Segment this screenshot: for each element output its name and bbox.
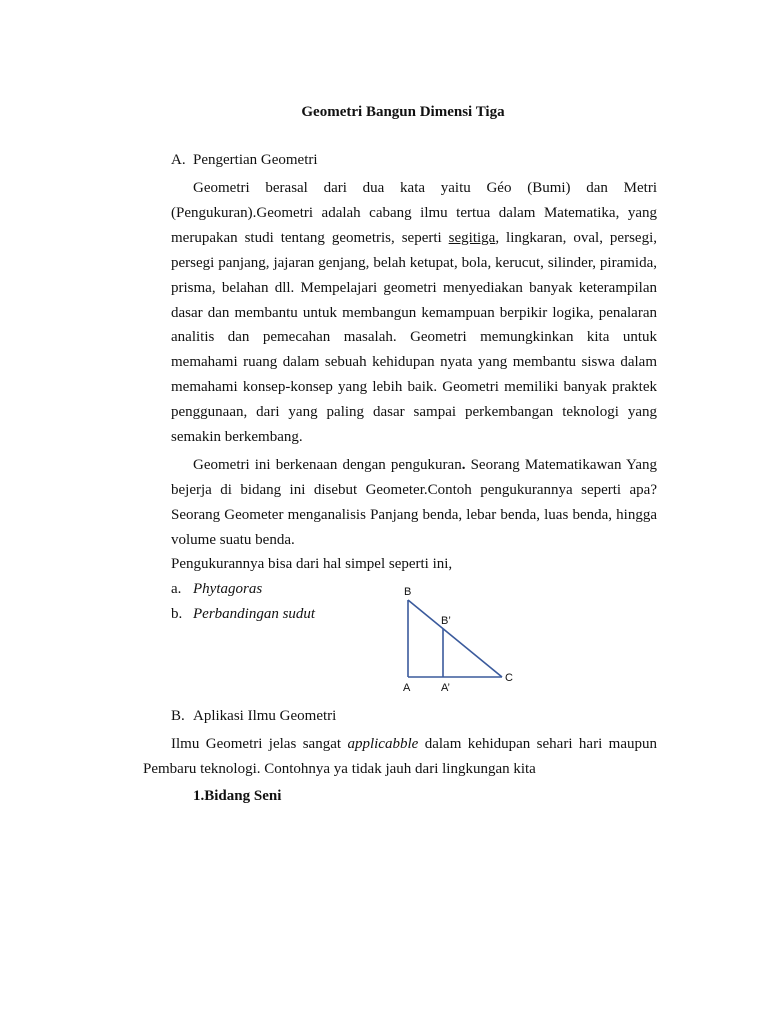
label-a-prime: A’ bbox=[441, 682, 450, 694]
list-item bbox=[171, 606, 315, 623]
section-b-text-start: Ilmu Geometri jelas sangat bbox=[171, 736, 348, 752]
paragraph-1-text-end: , lingkaran, oval, persegi, persegi panjang, jajaran genjang, belah ketupat, bola, kerucut, silinder, piramida, prisma, belahan dll. Mempelajari geometri menyediakan banyak keterampilan dasar dan membantu untuk membangun kemampuan berpikir logika, penalaran analitis dan pemecahan masalah. Geometri memungkinkan kita untuk memahami ruang dalam sebuah kehidupan nyata yang membantu siswa dalam memahami konsep-konsep yang lebih baik. Geometri memiliki banyak praktek penggunaan, dari yang paling dasar sampai perkembangan teknologi yang semakin berkembang. bbox=[171, 229, 657, 446]
section-a-title: Pengertian Geometri bbox=[193, 152, 318, 168]
section-a-heading bbox=[171, 152, 318, 169]
section-a-paragraph-1 bbox=[171, 176, 657, 450]
section-b-title: Aplikasi Ilmu Geometri bbox=[193, 708, 337, 724]
list-item-text: Phytagoras bbox=[193, 581, 263, 597]
label-a: A bbox=[403, 682, 411, 694]
section-b-marker: B. bbox=[171, 708, 185, 724]
section-a-marker: A. bbox=[171, 152, 186, 168]
paragraph-2-bold-dot: . bbox=[461, 457, 466, 473]
paragraph-2-text-end: Seorang Matematikawan Yang bejerja di bidang ini disebut Geometer.Contoh pengukurannya seperti apa? Seorang Geometer menganalisis Panjang benda, lebar benda, luas benda, hingga volume suatu benda. bbox=[171, 457, 658, 548]
section-a-paragraph-2 bbox=[171, 453, 657, 553]
paragraph-2-text-start: Geometri ini berkenaan dengan pengukuran bbox=[193, 457, 462, 473]
subheading-bidang-seni: 1.Bidang Seni bbox=[193, 788, 282, 804]
list-item-marker: a. bbox=[171, 581, 182, 597]
measurement-intro-line: Pengukurannya bisa dari hal simpel seperti ini, bbox=[171, 556, 453, 572]
italic-word-applicabble: applicabble bbox=[347, 736, 419, 752]
list-item bbox=[171, 581, 262, 598]
paragraph-1-text-start: Geometri berasal dari dua kata yaitu Géo (Bumi) dan Metri (Pengukuran).Geometri adalah cabang ilmu tertua dalam Matematika, yang merupakan studi tentang geometris, seperti bbox=[171, 180, 657, 246]
section-b-text-end: dalam kehidupan sehari hari maupun Pembaru teknologi. Contohnya ya tidak jauh dari lingkungan kita bbox=[143, 736, 657, 777]
list-item-text: Perbandingan sudut bbox=[193, 606, 316, 622]
section-b-heading bbox=[171, 708, 336, 725]
section-b-paragraph bbox=[143, 732, 657, 782]
triangle-hypotenuse-bc bbox=[408, 600, 502, 677]
list-item-marker: b. bbox=[171, 606, 183, 622]
label-b-prime: B’ bbox=[441, 615, 451, 627]
underlined-word-segitiga: segitiga bbox=[448, 229, 496, 246]
label-b: B bbox=[404, 586, 412, 598]
label-c: C bbox=[505, 672, 513, 684]
triangle-diagram bbox=[390, 580, 530, 700]
document-title: Geometri Bangun Dimensi Tiga bbox=[301, 104, 505, 120]
